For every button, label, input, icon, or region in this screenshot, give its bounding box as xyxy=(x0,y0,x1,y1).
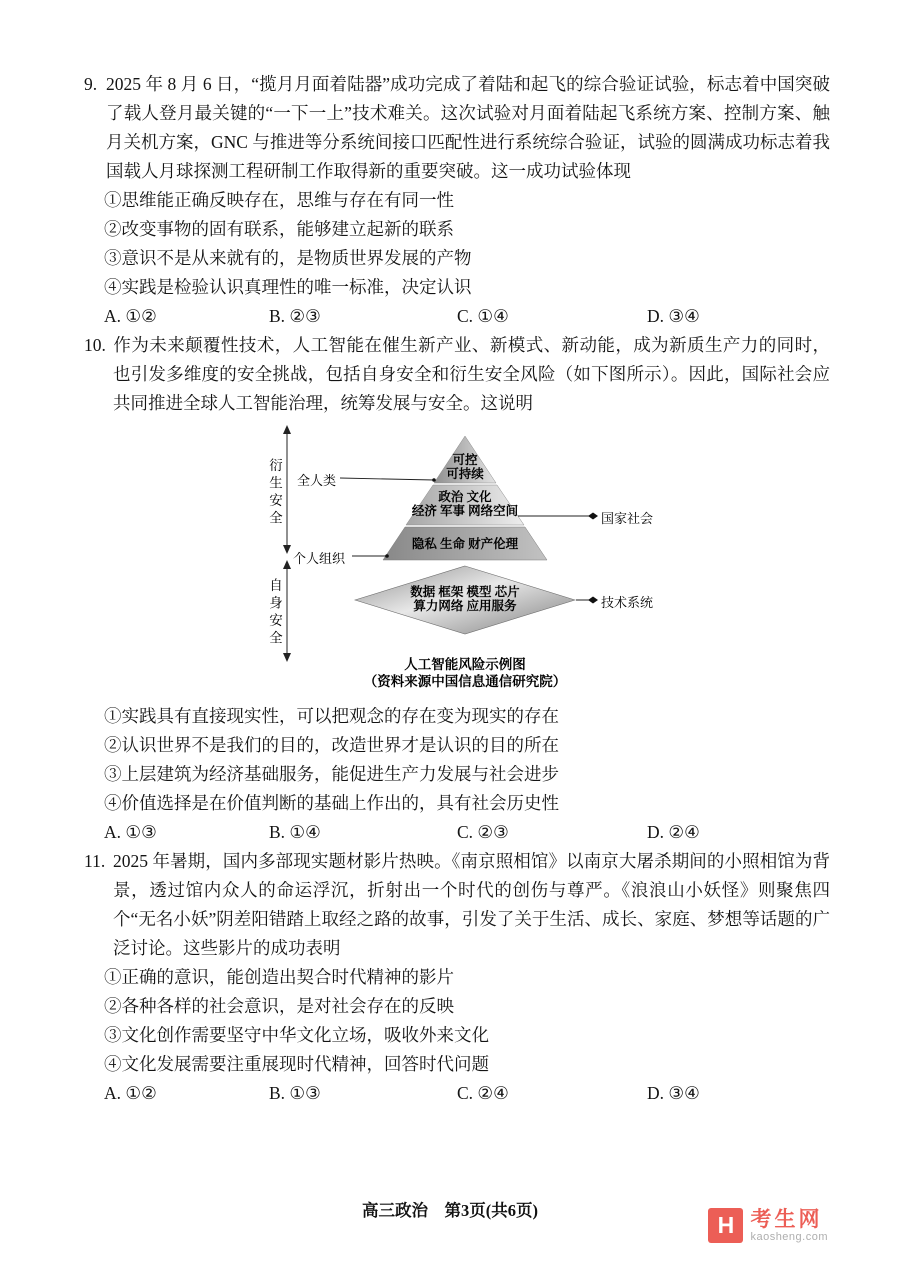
option-d: D. ③④ xyxy=(647,306,700,326)
options-row xyxy=(84,302,830,331)
option-b: B. ①③ xyxy=(269,1083,321,1103)
question-block-9 xyxy=(84,70,830,331)
statement-1: ①思维能正确反映存在，思维与存在有同一性 xyxy=(104,190,454,210)
option-a: A. ①② xyxy=(104,1083,157,1103)
statement-4: ④实践是检验认识真理性的唯一标准，决定认识 xyxy=(104,277,472,297)
statement-2: ②各种各样的社会意识，是对社会存在的反映 xyxy=(104,996,454,1016)
option-b: B. ①④ xyxy=(269,822,321,842)
option-c: C. ②④ xyxy=(457,1083,509,1103)
options-row xyxy=(84,1079,830,1108)
axis-label-derived-safety: 衍生安全 xyxy=(267,458,282,528)
statement-3: ③文化创作需要坚守中华文化立场，吸收外来文化 xyxy=(104,1025,489,1045)
question-stem xyxy=(84,847,830,963)
pyramid-level-1-label: 可控 可持续 xyxy=(446,453,484,481)
question-stem-text: 作为未来颠覆性技术，人工智能在催生新产业、新模式、新动能，成为新质生产力的同时，也引发多维度的安全挑战，包括自身安全和衍生安全风险（如下图所示）。因此，国际社会应共同推进全球人工智能治理，统筹发展与安全。这说明 xyxy=(113,335,830,413)
question-stem xyxy=(84,70,830,186)
page-footer: 高三政治 第3页(共6页) xyxy=(362,1201,538,1220)
callout-nation-society: 国家社会 xyxy=(601,511,654,526)
axis-arrow-up-1 xyxy=(283,425,291,434)
statement-2: ②改变事物的固有联系，能够建立起新的联系 xyxy=(104,219,454,239)
callout-marker-tech-system xyxy=(588,597,598,604)
statement-3: ③意识不是从来就有的，是物质世界发展的产物 xyxy=(104,248,472,268)
callout-individual-org: 个人组织 xyxy=(293,551,346,566)
question-number: 11. xyxy=(84,851,106,871)
option-d: D. ③④ xyxy=(647,1083,700,1103)
question-stem xyxy=(84,331,830,418)
option-d: D. ②④ xyxy=(647,822,700,842)
callout-tech-system: 技术系统 xyxy=(601,595,654,610)
axis-arrow-up-2 xyxy=(283,560,291,569)
axis-arrow-down-1 xyxy=(283,545,291,554)
pyramid-level-4-label: 数据 框架 模型 芯片 算力网络 应用服务 xyxy=(410,585,520,613)
site-watermark xyxy=(708,1208,828,1243)
statement-1: ①正确的意识，能创造出契合时代精神的影片 xyxy=(104,967,454,987)
callout-all-humanity: 全人类 xyxy=(297,473,337,488)
figure-caption: 人工智能风险示例图 （资料来源中国信息通信研究院） xyxy=(363,657,567,689)
question-block-10 xyxy=(84,331,830,847)
watermark-site-name: 考生网 xyxy=(750,1207,823,1231)
question-stem-text: 2025 年暑期，国内多部现实题材影片热映。《南京照相馆》以南京大屠杀期间的小照相馆为背景，透过馆内众人的命运浮沉，折射出一个时代的创伤与尊严。《浪浪山小妖怪》则聚焦四个“无名小妖”阴差阳错踏上取经之路的故事，引发了关于生活、成长、家庭、梦想等话题的广泛讨论。这些影片的成功表明 xyxy=(113,851,830,958)
pyramid-level-3-label: 隐私 生命 财产伦理 xyxy=(411,537,519,551)
statement-list xyxy=(84,963,830,1079)
statement-1: ①实践具有直接现实性，可以把观念的存在变为现实的存在 xyxy=(104,706,559,726)
question-stem-text: 2025 年 8 月 6 日，“揽月月面着陆器”成功完成了着陆和起飞的综合验证试验，标志着中国突破了载人登月最关键的“一下一上”技术难关。这次试验对月面着陆起飞系统方案、控制方案、触月关机方案，GNC 与推进等分系统间接口匹配性进行系统综合验证，试验的圆满成功标志着我国载人月球探测工程研制工作取得新的重要突破。这一成功试验体现 xyxy=(106,74,830,181)
question-number: 10. xyxy=(84,335,106,355)
statement-4: ④价值选择是在价值判断的基础上作出的，具有社会历史性 xyxy=(104,793,559,813)
ai-risk-pyramid-figure xyxy=(260,420,670,698)
option-c: C. ①④ xyxy=(457,306,509,326)
statement-4: ④文化发展需要注重展现时代精神，回答时代问题 xyxy=(104,1054,489,1074)
question-block-11 xyxy=(84,847,830,1108)
statement-list xyxy=(84,702,830,818)
kaosheng-logo-icon: H xyxy=(708,1208,743,1243)
options-row xyxy=(84,818,830,847)
question-number: 9. xyxy=(84,74,98,94)
option-a: A. ①③ xyxy=(104,822,157,842)
callout-dot-individual-org xyxy=(385,554,389,558)
axis-label-self-safety: 自身安全 xyxy=(267,578,282,648)
option-a: A. ①② xyxy=(104,306,157,326)
statement-list xyxy=(84,186,830,302)
axis-arrow-down-2 xyxy=(283,653,291,662)
statement-2: ②认识世界不是我们的目的，改造世界才是认识的目的所在 xyxy=(104,735,559,755)
watermark-text xyxy=(750,1208,828,1243)
callout-marker-nation-society xyxy=(588,513,598,520)
option-b: B. ②③ xyxy=(269,306,321,326)
option-c: C. ②③ xyxy=(457,822,509,842)
statement-3: ③上层建筑为经济基础服务，能促进生产力发展与社会进步 xyxy=(104,764,559,784)
watermark-site-url: kaosheng.com xyxy=(750,1231,828,1243)
pyramid-level-2-label: 政治 文化 经济 军事 网络空间 xyxy=(411,490,519,518)
